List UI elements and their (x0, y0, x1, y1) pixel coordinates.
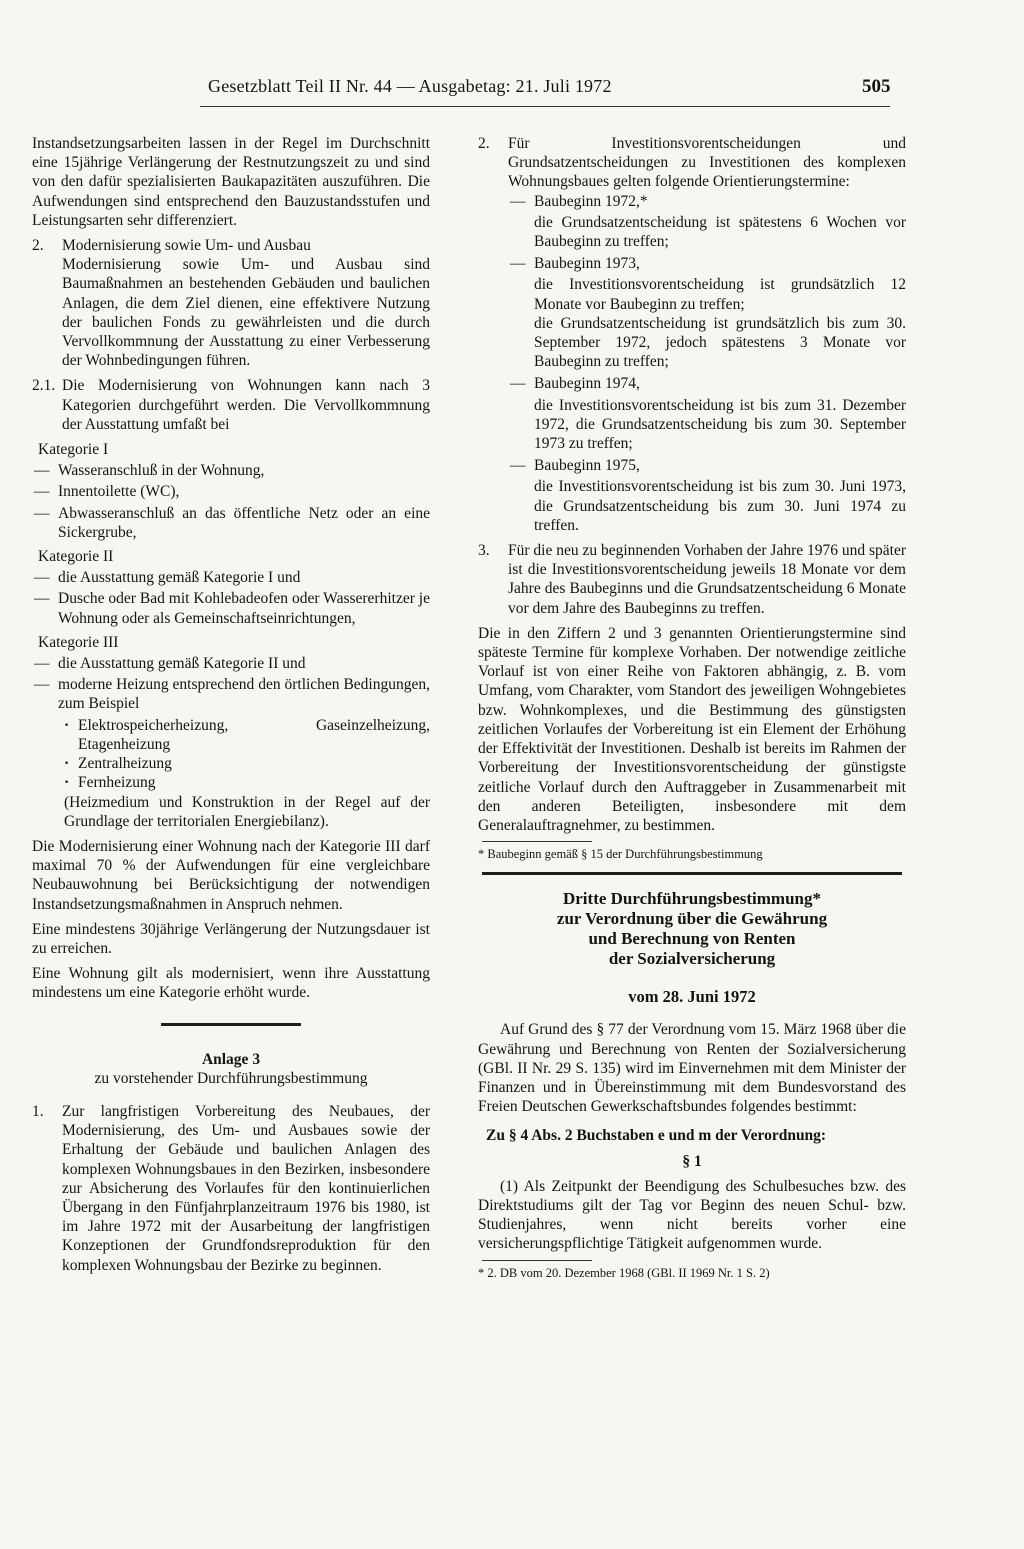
category-2-label: Kategorie II (38, 548, 114, 566)
deadline-heading: — Baubeginn 1972,* (508, 192, 906, 211)
subsection-heading: Zu § 4 Abs. 2 Buchstaben e und m der Verordnung: (486, 1127, 827, 1145)
section-separator (161, 1023, 301, 1026)
heating-item: · Elektrospeicherheizung, Gaseinzelheizung, Etagenheizung (32, 716, 430, 754)
deadline-text: die Grundsatzentscheidung ist grundsätzlich bis zum 30. September 1972, jedoch spätestens 3 Monate vor Baubeginn zu treffen; (534, 314, 906, 371)
regulation-title-line: Dritte Durchführungsbestimmung* (562, 889, 821, 909)
footnote-rule (482, 841, 592, 842)
left-column (32, 134, 430, 1281)
deadline-text: die Investitionsvorentscheidung ist grundsätzlich 12 Monate vor Baubeginn zu treffen; (534, 276, 906, 313)
heating-item: · Zentralheizung (32, 754, 430, 773)
paragraph: (1) Als Zeitpunkt der Beendigung des Schulbesuches bzw. des Direktstudiums gilt der Tag vor Beginn des neuen Schul- bzw. Studienjahres, wenn nicht bereits vorher eine versicherungspflichtige Tätigkeit aufgenommen wurde. (478, 1177, 906, 1253)
preamble: Auf Grund des § 77 der Verordnung vom 15. März 1968 über die Gewährung und Berechnung von Renten der Sozialversicherung (GBl. II Nr. 29 S. 135) wird im Einvernehmen mit dem Minister der Finanzen und in Übereinstimmung mit dem Bundesvorstand des Freien Deutschen Gewerkschaftsbundes folgendes bestimmt: (478, 1021, 906, 1116)
right-column (478, 134, 906, 1281)
regulation-date: vom 28. Juni 1972 (628, 987, 756, 1007)
paragraph: Die Modernisierung einer Wohnung nach der Kategorie III darf maximal 70 % der Aufwendungen für eine vergleichbare Neubauwohnung bei Berücksichtigung der notwendigen Instandsetzungsmaßnahmen in Anspruch nehmen. (32, 837, 430, 913)
list-item: — die Ausstattung gemäß Kategorie I und (32, 568, 430, 587)
item-text: Zur langfristigen Vorbereitung des Neubaues, der Modernisierung, des Um- und Ausbaues sowie der Erhaltung der Gebäude und baulichen Anlagen des komplexen Wohnungsbaues in den Bezirken, insbesondere zur Absicherung des Vorlaufes für den kontinuierlichen Übergang in den Fünfjahrplanzeitraum 1976 bis 1980, ist im Jahre 1972 mit der Ausarbeitung der langfristigen Konzeptionen der Grundfondsreproduktion für den komplexen Wohnungsbau der Bezirke zu beginnen. (62, 1102, 430, 1274)
item-2 (478, 134, 906, 535)
regulation-title-line: zur Verordnung über die Gewährung (556, 909, 828, 929)
list-item: — Dusche oder Bad mit Kohlebadeofen oder Wassererhitzer je Wohnung oder als Gemeinschaftseinrichtungen, (32, 589, 430, 627)
regulation-title-line: und Berechnung von Renten (588, 929, 796, 949)
section-2 (32, 236, 430, 370)
section-number: 2. (32, 237, 44, 255)
footnote-rule (482, 1260, 592, 1261)
annex-item-1 (32, 1102, 430, 1275)
list-item: — Abwasseranschluß an das öffentliche Netz oder an eine Sickergrube, (32, 504, 430, 542)
annex-subtitle: zu vorstehender Durchführungsbestimmung (94, 1069, 368, 1087)
category-3-label: Kategorie III (38, 633, 119, 651)
page-number: 505 (862, 76, 891, 97)
regulation-title-line: der Sozialversicherung (608, 949, 776, 969)
item-text: Für die neu zu beginnenden Vorhaben der Jahre 1976 und später ist die Investitionsvorentscheidung jeweils 18 Monate vor dem Jahre des Baubeginns und die Grundsatzentscheidung 6 Monate vor dem Jahre des Baubeginns zu treffen. (508, 542, 907, 617)
header-rule (200, 106, 890, 107)
item-text: Für Investitionsvorentscheidungen und Grundsatzentscheidungen zu Investitionen des komplexen Wohnungsbaues gelten folgende Orientierungstermine: (508, 135, 906, 191)
item-number: 3. (478, 542, 490, 560)
heating-item: · Fernheizung (32, 773, 430, 792)
section-title: Modernisierung sowie Um- und Ausbau (62, 237, 311, 255)
running-header: Gesetzblatt Teil II Nr. 44 — Ausgabetag: 21. Juli 1972 (208, 76, 612, 96)
footnote: * 2. DB vom 20. Dezember 1968 (GBl. II 1969 Nr. 1 S. 2) (478, 1265, 770, 1280)
paragraph-sign: § 1 (682, 1152, 702, 1170)
item-number: 2. (478, 135, 490, 152)
footnote: * Baubeginn gemäß § 15 der Durchführungsbestimmung (478, 847, 763, 862)
section-2-1 (32, 376, 430, 434)
list-item: — moderne Heizung entsprechend den örtlichen Bedingungen, zum Beispiel (32, 675, 430, 713)
heating-note: (Heizmedium und Konstruktion in der Regel auf der Grundlage der territorialen Energiebilanz). (64, 793, 430, 830)
paragraph: Eine Wohnung gilt als modernisiert, wenn ihre Ausstattung mindestens um eine Kategorie erhöht wurde. (32, 965, 430, 1002)
deadline-heading: — Baubeginn 1975, (508, 456, 906, 475)
category-1-label: Kategorie I (38, 441, 109, 459)
item-3 (478, 541, 906, 618)
deadline-heading: — Baubeginn 1974, (508, 374, 906, 393)
annex-title: Anlage 3 (201, 1050, 261, 1068)
deadline-heading: — Baubeginn 1973, (508, 254, 906, 273)
deadline-text: die Investitionsvorentscheidung ist bis zum 30. Juni 1973, die Grundsatzentscheidung bis zum 30. Juni 1974 zu treffen. (534, 478, 906, 534)
list-item: — Innentoilette (WC), (32, 482, 430, 501)
paragraph: Eine mindestens 30jährige Verlängerung der Nutzungsdauer ist zu erreichen. (32, 920, 430, 957)
section-text: Modernisierung sowie Um- und Ausbau sind Baumaßnahmen an bestehenden Gebäuden und baulichen Anlagen, die dem Ziel dienen, eine effektivere Nutzung der baulichen Fonds zu gewährleisten und die durch Vervollkommnung der Ausstattung zu einer Verbesserung der Wohnbedingungen führen. (62, 256, 430, 370)
list-item: — Wasseranschluß in der Wohnung, (32, 461, 430, 480)
deadline-text: die Grundsatzentscheidung ist spätestens 6 Wochen vor Baubeginn zu treffen; (534, 213, 906, 251)
section-separator (482, 872, 902, 875)
section-number: 2.1. (32, 377, 56, 395)
item-number: 1. (32, 1102, 44, 1120)
intro-paragraph: Instandsetzungsarbeiten lassen in der Regel im Durchschnitt eine 15jährige Verlängerung der Restnutzungszeit zu und sind von den dafür spezialisierten Baukapazitäten auszuführen. Die Aufwendungen sind entsprechend den Bauzustandsstufen und Leistungsarten sehr differenziert. (32, 135, 430, 229)
paragraph: Die in den Ziffern 2 und 3 genannten Orientierungstermine sind späteste Termine für komplexe Vorhaben. Der notwendige zeitliche Vorlauf ist von einer Reihe von Faktoren abhängig, z. B. vom Umfang, vom Charakter, vom Standort des jeweiligen Wohngebietes bzw. Wohnkomplexes, und die Bestimmung des günstigsten zeitlichen Vorlaufes der Vorbereitung ist ein Element der Erhöhung der Effektivität der Investitionen. Deshalb ist bereits im Rahmen der Vorbereitung der Investitionsvorentscheidung der günstigste zeitliche Vorlauf durch den Auftraggeber in Zusammenarbeit mit den anderen Beteiligten, insbesondere mit dem Generalauftragnehmer, zu bestimmen. (478, 624, 906, 834)
section-text: Die Modernisierung von Wohnungen kann nach 3 Kategorien durchgeführt werden. Die Vervollkommnung der Ausstattung umfaßt bei (62, 377, 430, 433)
list-item: — die Ausstattung gemäß Kategorie II und (32, 654, 430, 673)
deadline-text: die Investitionsvorentscheidung ist bis zum 31. Dezember 1972, die Grundsatzentscheidung bis zum 30. September 1973 zu treffen; (534, 396, 906, 453)
